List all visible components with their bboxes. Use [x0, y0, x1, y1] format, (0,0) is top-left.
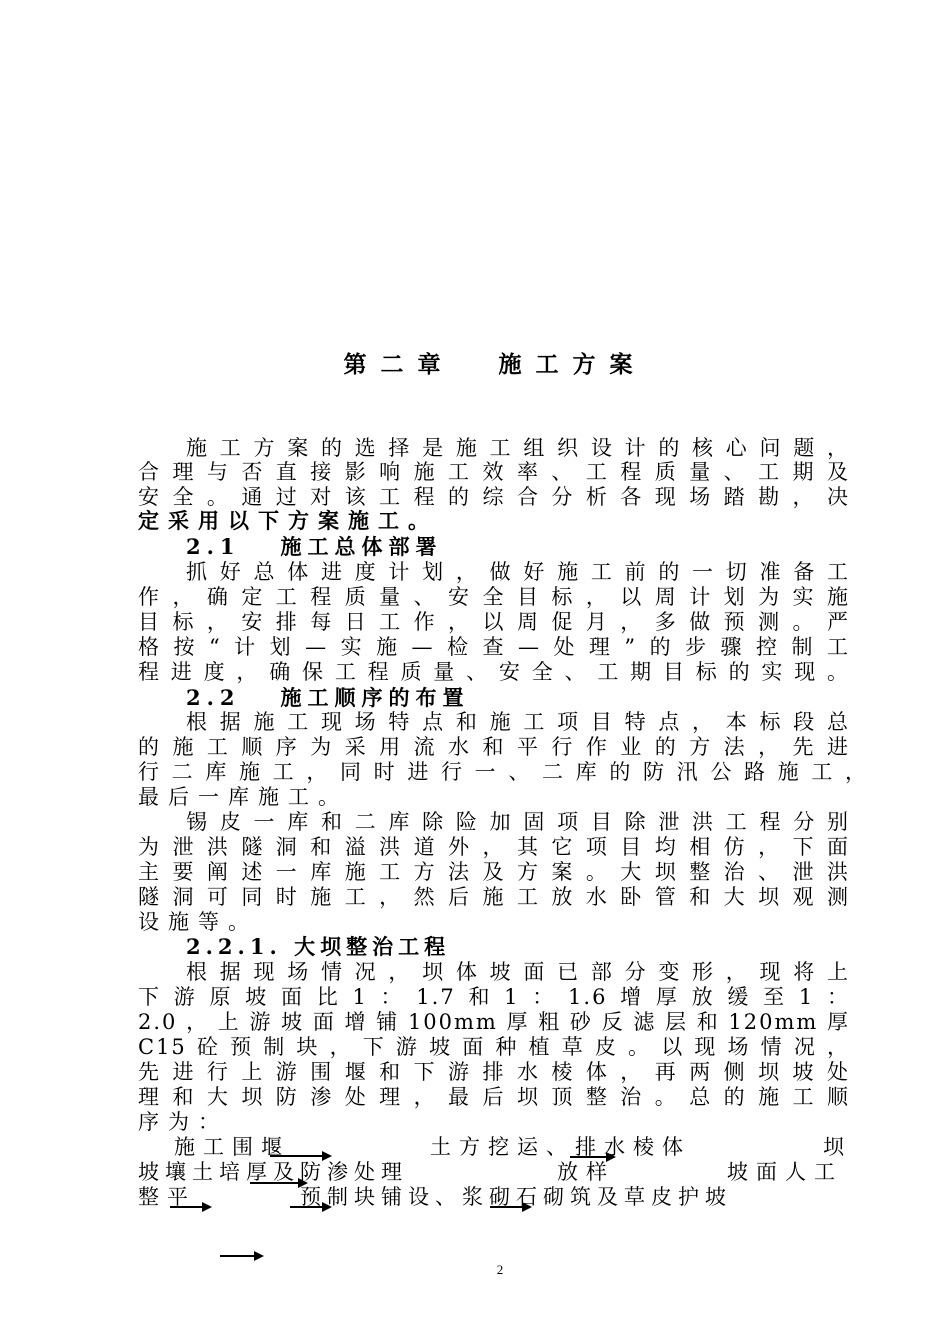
paragraph-line: 先进行上游围堰和下游排水棱体，再两侧坝坡处: [138, 1060, 850, 1084]
paragraph-line: 为泄洪隧洞和溢洪道外，其它项目均相仿，下面: [138, 835, 850, 859]
section-heading-2-2-1: 2.2.1. 大坝整治工程: [186, 934, 451, 959]
flow-step-5: 坡面人工: [727, 1160, 843, 1184]
flow-step-3: 坝: [823, 1135, 852, 1159]
intro-line: 施工方案的选择是施工组织设计的核心问题，: [186, 436, 850, 460]
paragraph-line: 行二库施工，同时进行一、二库的防汛公路施工，: [138, 760, 868, 784]
flow-arrow: [170, 1206, 210, 1208]
section-heading-2-2: 2.2 施工顺序的布置: [186, 685, 470, 710]
flow-step-2: 土方挖运、排水棱体: [430, 1135, 691, 1159]
paragraph-line: 主要阐述一库施工方法及方案。大坝整治、泄洪: [138, 860, 850, 884]
intro-line: 定采用以下方案施工。: [138, 508, 438, 533]
flow-arrow: [490, 1206, 530, 1208]
paragraph-line: 根据施工现场特点和施工项目特点，本标段总: [186, 710, 850, 734]
page-number: 2: [496, 1262, 504, 1277]
flow-step-3-cont: 坡壤土培厚及防渗处理: [138, 1160, 408, 1184]
chapter-title: 第二章 施工方案: [343, 351, 647, 378]
paragraph-line: 格按“计划—实施—检查—处理”的步骤控制工: [138, 635, 850, 659]
flow-step-5-cont: 整平: [138, 1185, 196, 1209]
paragraph-line: 2.0，上游坡面增铺100mm厚粗砂反滤层和120mm厚: [138, 1010, 850, 1034]
intro-line: 安全。通过对该工程的综合分析各现场踏勘，决: [138, 485, 850, 509]
flow-arrow: [270, 1155, 330, 1157]
flow-arrow: [570, 1156, 614, 1158]
paragraph-line: 设施等。: [138, 910, 258, 934]
paragraph-line: 下游原坡面比1：1.7和1：1.6增厚放缓至1：: [138, 985, 850, 1009]
paragraph-line: 作，确定工程质量、安全目标，以周计划为实施: [138, 585, 850, 609]
flow-arrow: [220, 1255, 262, 1257]
section-heading-2-1: 2.1 施工总体部署: [186, 534, 443, 559]
flow-step-6: 预制块铺设、浆砌石砌筑及草皮护坡: [300, 1185, 732, 1209]
paragraph-line: 程进度，确保工程质量、安全、工期目标的实现。: [138, 660, 850, 684]
paragraph-line: 抓好总体进度计划，做好施工前的一切准备工: [186, 560, 850, 584]
paragraph-line: 序为：: [138, 1110, 228, 1134]
paragraph-line: 目标，安排每日工作，以周促月，多做预测。严: [138, 610, 850, 634]
paragraph-line: 最后一库施工。: [138, 785, 348, 809]
paragraph-line: 理和大坝防渗处理，最后坝顶整治。总的施工顺: [138, 1085, 850, 1109]
paragraph-line: 隧洞可同时施工，然后施工放水卧管和大坝观测: [138, 885, 850, 909]
flow-step-1: 施工围堰: [174, 1135, 290, 1159]
flow-arrow: [250, 1182, 306, 1184]
paragraph-line: 的施工顺序为采用流水和平行作业的方法，先进: [138, 735, 850, 759]
intro-line: 合理与否直接影响施工效率、工程质量、工期及: [138, 460, 850, 484]
paragraph-line: 锡皮一库和二库除险加固项目除泄洪工程分别: [186, 810, 850, 834]
paragraph-line: C15砼预制块，下游坡面种植草皮。以现场情况，: [138, 1035, 850, 1059]
flow-step-4: 放样: [557, 1160, 615, 1184]
paragraph-line: 根据现场情况，坝体坡面已部分变形，现将上: [186, 960, 850, 984]
